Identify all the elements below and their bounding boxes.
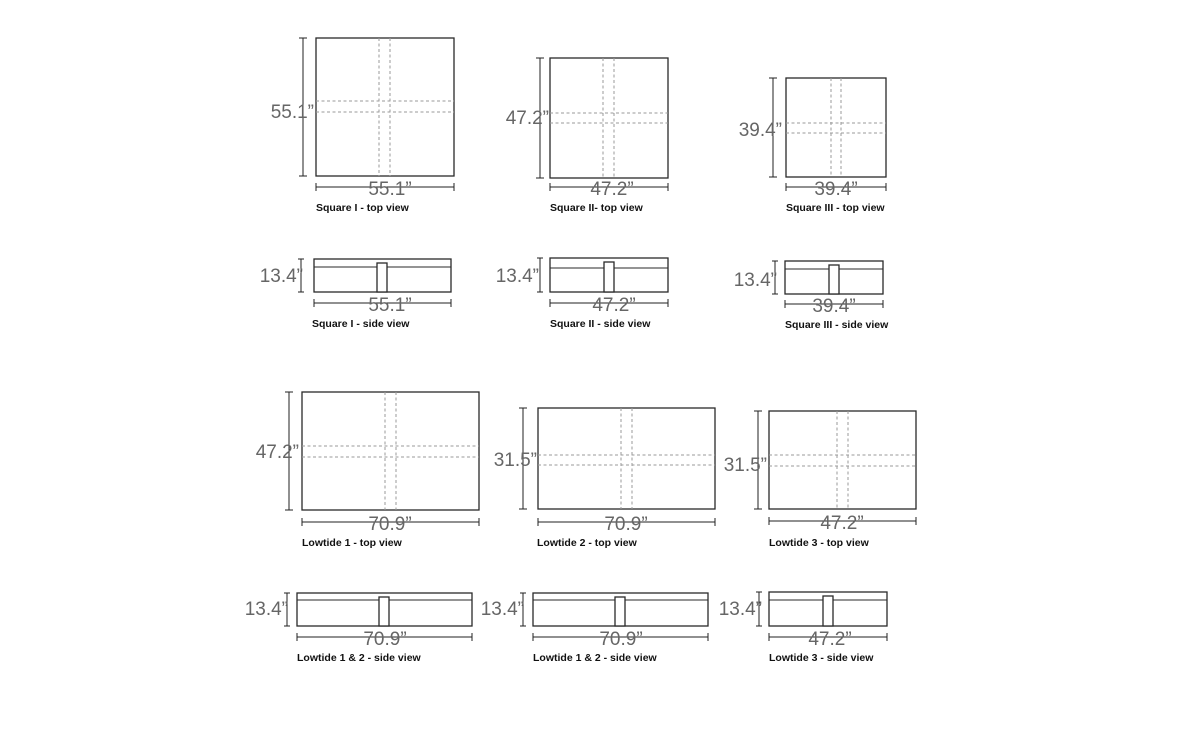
width-label: 47.2” <box>820 513 864 534</box>
width-label: 47.2” <box>592 295 636 316</box>
height-label: 13.4” <box>718 599 762 620</box>
width-label: 47.2” <box>808 629 852 650</box>
caption: Lowtide 2 - top view <box>537 537 637 549</box>
caption: Square I - side view <box>312 318 410 330</box>
width-label: 55.1” <box>368 179 412 200</box>
lowtide-1-2-side-view-a <box>245 593 472 664</box>
square-3-top-view <box>739 78 886 214</box>
caption: Lowtide 1 & 2 - side view <box>297 652 421 664</box>
caption: Lowtide 1 - top view <box>302 537 402 549</box>
square-1-top-view <box>271 38 454 214</box>
width-label: 70.9” <box>368 514 412 535</box>
caption: Square II - side view <box>550 318 651 330</box>
height-label: 31.5” <box>723 455 767 476</box>
caption: Square III - top view <box>786 202 885 214</box>
width-label: 70.9” <box>363 629 407 650</box>
lowtide-1-top-view <box>256 392 479 549</box>
lowtide-2-top-view <box>494 408 715 549</box>
caption: Square II- top view <box>550 202 643 214</box>
lowtide-1-2-side-view-b <box>481 593 708 664</box>
square-2-side-view <box>496 258 668 330</box>
width-label: 47.2” <box>590 179 634 200</box>
caption: Lowtide 1 & 2 - side view <box>533 652 657 664</box>
height-label: 47.2” <box>505 108 549 129</box>
caption: Square I - top view <box>316 202 409 214</box>
height-label: 47.2” <box>255 442 299 463</box>
height-label: 31.5” <box>493 450 537 471</box>
lowtide-3-side-view <box>719 592 887 664</box>
width-label: 70.9” <box>599 629 643 650</box>
height-label: 39.4” <box>738 120 782 141</box>
height-label: 13.4” <box>480 599 524 620</box>
height-label: 55.1” <box>270 102 314 123</box>
lowtide-3-top-view <box>724 411 916 549</box>
height-label: 13.4” <box>244 599 288 620</box>
width-label: 55.1” <box>368 295 412 316</box>
height-label: 13.4” <box>495 266 539 287</box>
square-2-top-view <box>506 58 668 214</box>
caption: Lowtide 3 - top view <box>769 537 869 549</box>
width-label: 39.4” <box>812 296 856 317</box>
height-label: 13.4” <box>259 266 303 287</box>
square-1-side-view <box>260 259 451 330</box>
square-3-side-view <box>734 261 889 331</box>
caption: Lowtide 3 - side view <box>769 652 874 664</box>
width-label: 39.4” <box>814 179 858 200</box>
width-label: 70.9” <box>604 514 648 535</box>
height-label: 13.4” <box>733 270 777 291</box>
caption: Square III - side view <box>785 319 889 331</box>
